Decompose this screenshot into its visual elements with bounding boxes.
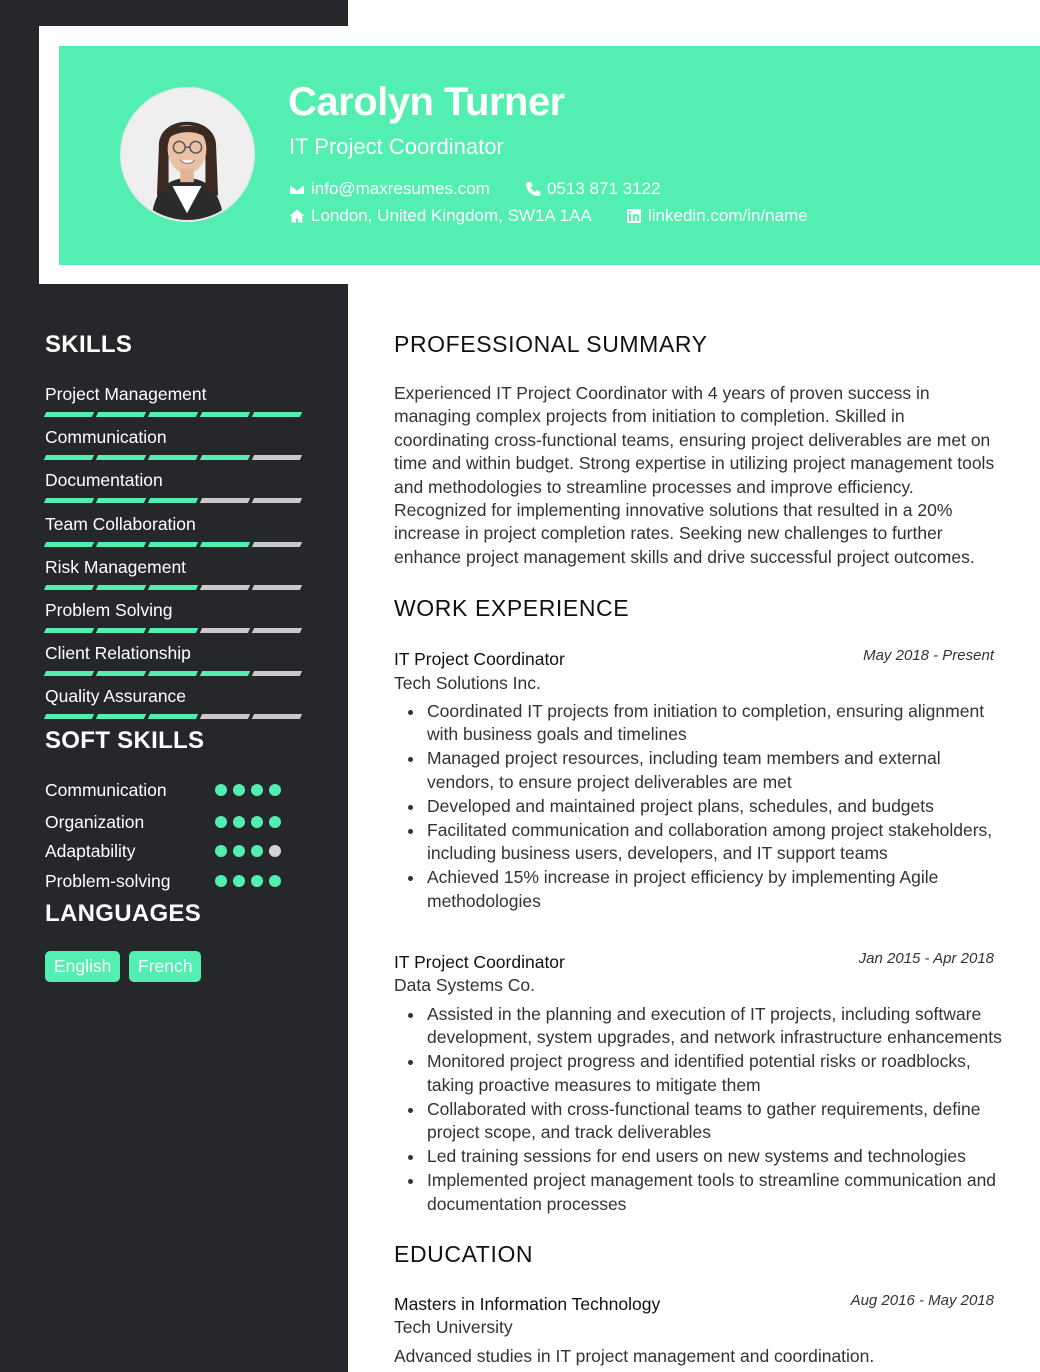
rating-dot [269,816,281,828]
skill-level-segment [200,628,250,633]
skill-level-segment [44,585,94,590]
skill-name: Communication [45,427,167,448]
soft-skill-name: Adaptability [45,841,136,861]
rating-dot [215,845,227,857]
languages-heading: LANGUAGES [45,900,202,927]
skill-level-bar [45,628,301,633]
contact-location [289,206,592,226]
contact-email [289,179,490,199]
skills-heading: SKILLS [45,331,133,358]
skill-level-segment [96,542,146,547]
phone-icon [525,181,541,197]
skill-level-segment [44,542,94,547]
education-description: Advanced studies in IT project management and coordination. [394,1346,875,1366]
skill-level-bar [45,542,301,547]
skill-level-segment [252,412,302,417]
home-icon [289,208,305,224]
skill-level-segment [200,455,250,460]
soft-skill-name: Communication [45,780,167,800]
rating-dot [233,875,245,887]
skill-level-segment [200,412,250,417]
education-school: Tech University [394,1317,513,1337]
experience-heading: WORK EXPERIENCE [394,595,630,621]
list-item: Facilitated communication and collaboration among project stakeholders, including business users, developers, and IT support teams [427,819,1007,866]
list-item: Collaborated with cross-functional teams to gather requirements, define project scope, and track deliverables [427,1098,1007,1145]
skill-name: Documentation [45,470,163,491]
skill-level-segment [148,671,198,676]
skill-name: Quality Assurance [45,686,187,707]
skill-level-segment [252,671,302,676]
skill-level-segment [252,498,302,503]
skill-level-segment [148,628,198,633]
skill-level-segment [252,455,302,460]
summary-heading: PROFESSIONAL SUMMARY [394,331,708,357]
job-date: May 2018 - Present [863,647,994,664]
skill-level-bar [45,498,301,503]
rating-dot [269,845,281,857]
linkedin-icon [626,208,642,224]
rating-dot [215,875,227,887]
skill-level-segment [252,714,302,719]
skill-level-segment [148,412,198,417]
education-degree: Masters in Information Technology [394,1294,661,1314]
skill-level-segment [148,455,198,460]
avatar [120,87,255,222]
job-date: Jan 2015 - Apr 2018 [858,950,994,967]
rating-dot [233,845,245,857]
skill-level-bar [45,455,301,460]
education-heading: EDUCATION [394,1241,534,1267]
envelope-icon [289,181,305,197]
skill-level-bar [45,714,301,719]
skill-name: Team Collaboration [45,513,196,534]
skill-level-segment [96,412,146,417]
rating-dot [215,784,227,796]
rating-dot [251,784,263,796]
soft-skill-name: Organization [45,812,145,832]
skill-level-segment [96,455,146,460]
skill-level-bar [45,671,301,676]
soft-skills-heading: SOFT SKILLS [45,727,205,754]
rating-dot [251,816,263,828]
skill-level-segment [200,671,250,676]
skill-name: Problem Solving [45,600,173,620]
job-title: IT Project Coordinator [394,649,565,669]
skill-level-segment [148,714,198,719]
contact-linkedin [626,206,808,226]
skill-level-segment [96,671,146,676]
list-item: Managed project resources, including team members and external vendors, to ensure project deliverables are met [427,747,1007,794]
skill-level-segment [252,628,302,633]
job-company: Data Systems Co. [394,975,536,995]
skill-level-segment [44,671,94,676]
skill-level-segment [44,455,94,460]
skill-level-segment [44,412,94,417]
list-item: Implemented project management tools to streamline communication and documentation processes [427,1169,1007,1216]
skill-level-segment [148,542,198,547]
rating-dot [251,845,263,857]
skill-name: Risk Management [45,556,187,577]
candidate-title: IT Project Coordinator [289,134,504,159]
job-bullets [427,1003,1007,1217]
skill-level-segment [96,585,146,590]
rating-dot [251,875,263,887]
profile-photo [122,89,253,220]
language-tag-english: English [45,951,120,982]
skill-level-segment [200,498,250,503]
skill-level-segment [148,585,198,590]
list-item: Monitored project progress and identified potential risks or roadblocks, taking proactive measures to mitigate them [427,1050,1007,1097]
list-item: Developed and maintained project plans, schedules, and budgets [427,795,1007,818]
skill-level-segment [44,628,94,633]
education-date: Aug 2016 - May 2018 [850,1292,994,1309]
email-text: info@maxresumes.com [311,179,490,198]
rating-dot [233,784,245,796]
skill-level-bar [45,585,301,590]
candidate-name: Carolyn Turner [288,80,565,124]
skill-name: Project Management [45,384,207,404]
skill-level-segment [252,585,302,590]
job-title: IT Project Coordinator [394,952,565,972]
skill-level-segment [148,498,198,503]
skill-level-bar [45,412,301,417]
contact-phone [525,179,660,199]
skill-level-segment [96,714,146,719]
linkedin-text: linkedin.com/in/name [648,206,808,225]
list-item: Led training sessions for end users on new systems and technologies [427,1145,1007,1168]
job-company: Tech Solutions Inc. [394,673,541,693]
skill-level-segment [44,714,94,719]
skill-level-segment [200,714,250,719]
list-item: Coordinated IT projects from initiation to completion, ensuring alignment with business goals and timelines [427,700,1007,747]
rating-dot [233,816,245,828]
skill-level-segment [96,628,146,633]
job-bullets [427,700,1007,914]
skill-name: Client Relationship [45,643,191,664]
phone-text: 0513 871 3122 [547,179,661,198]
skill-level-segment [200,585,250,590]
skill-level-segment [96,498,146,503]
list-item: Assisted in the planning and execution of IT projects, including software development, system upgrades, and network infrastructure enhancements [427,1003,1007,1050]
rating-dot [269,784,281,796]
skill-level-segment [252,542,302,547]
rating-dot [215,816,227,828]
rating-dot [269,875,281,887]
summary-text: Experienced IT Project Coordinator with 4 years of proven success in managing complex projects from initiation to completion. Skilled in coordinating cross-functional teams, ensuring project deliverables are met on time and within budget. Strong expertise in utilizing project management tools and methodologies to streamline processes and improve efficiency. Recognized for implementing innovative solutions that resulted in a 20% increase in project completion rates. Seeking new challenges to further enhance project management skills and drive successful project outcomes. [394,383,995,567]
language-tag-french: French [129,951,201,982]
location-text: London, United Kingdom, SW1A 1AA [311,206,592,225]
skill-level-segment [200,542,250,547]
skill-level-segment [44,498,94,503]
soft-skill-name: Problem-solving [45,871,171,891]
list-item: Achieved 15% increase in project efficiency by implementing Agile methodologies [427,866,1007,913]
